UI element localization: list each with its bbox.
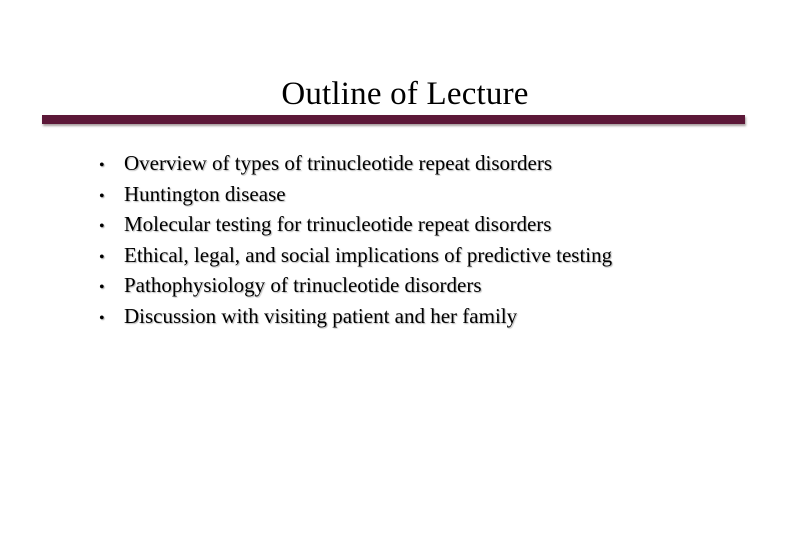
slide-title: Outline of Lecture (281, 76, 529, 112)
bullet-icon: • (99, 309, 105, 327)
bullet-text: Overview of types of trinucleotide repeat disorders (124, 151, 553, 175)
bullet-icon: • (99, 157, 105, 174)
bullet-text: Ethical, legal, and social implications of predictive testing (124, 242, 613, 267)
bullet-text: Discussion with visiting patient and her family (124, 303, 518, 328)
bullet-text: Pathophysiology of trinucleotide disorders (124, 273, 482, 297)
bullet-text: Molecular testing for trinucleotide repeat disorders (124, 212, 552, 236)
list-item (99, 240, 612, 271)
title-divider-bar (42, 115, 745, 124)
list-item (99, 301, 612, 332)
list-item (99, 179, 612, 210)
bullet-icon: • (99, 279, 105, 296)
bullet-text: Huntington disease (124, 181, 286, 206)
list-item (99, 209, 612, 240)
bullet-list (99, 148, 612, 331)
bullet-icon: • (99, 218, 105, 235)
bullet-icon: • (99, 248, 105, 266)
list-item (99, 270, 612, 301)
bullet-icon: • (99, 187, 105, 205)
list-item (99, 148, 612, 179)
